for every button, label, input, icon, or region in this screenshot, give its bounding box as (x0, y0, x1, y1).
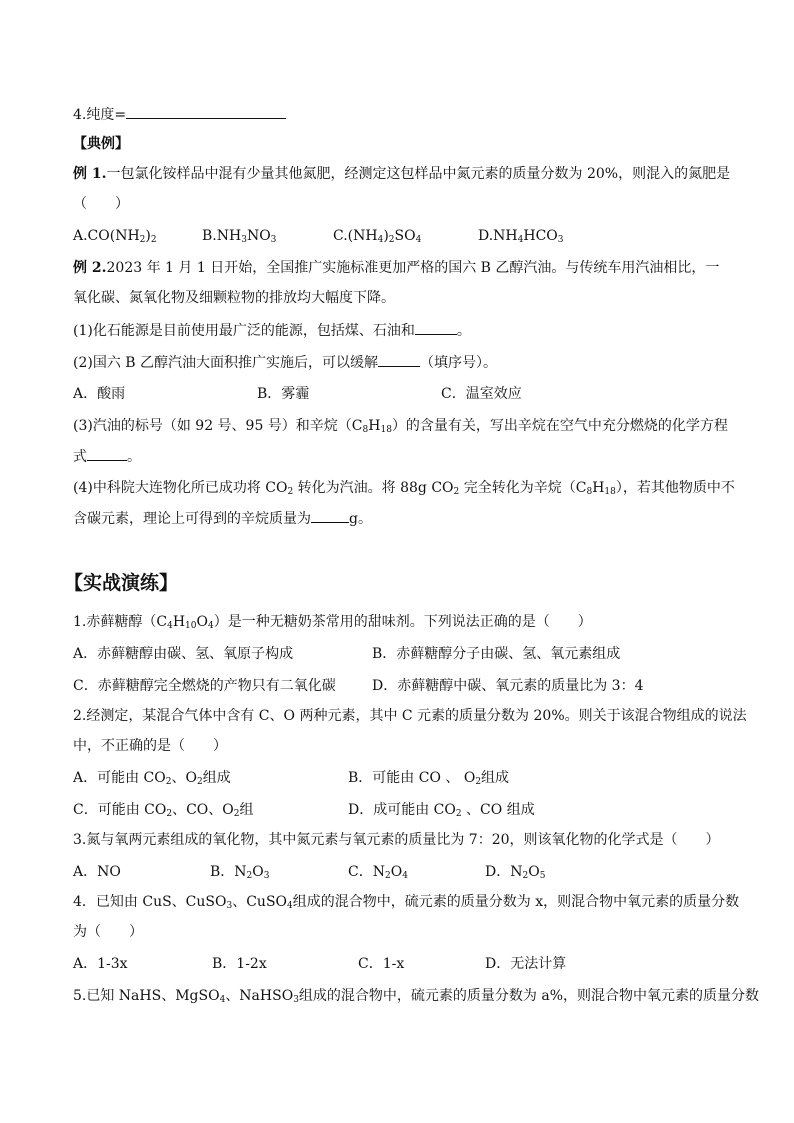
practice-2-question: 2.经测定，某混合气体中含有 C、O 两种元素，其中 C 元素的质量分数为 20%。则关于该混合物组成的说法 (73, 708, 747, 724)
practice-2-option-d: D．成可能由 $CO_2$ 、CO 组成 (348, 802, 535, 819)
practice-3-option-a: A．NO (73, 864, 121, 880)
practice-1-option-c: C．赤藓糖醇完全燃烧的产物只有二氧化碳 (73, 678, 336, 694)
example-2-q4-line-2: 含碳元素，理论上可得到的辛烷质量为 g。 (73, 508, 372, 529)
answer-blank[interactable] (126, 104, 286, 119)
practice-4-option-b: B．1-2x (212, 956, 267, 972)
practice-1-question: 1.赤藓糖醇$(C_4H_{10}O_4)$是一种无糖奶茶常用的甜味剂。下列说法正确的是（ ） (73, 614, 592, 631)
answer-blank[interactable] (415, 320, 457, 335)
practice-4-question-line-2: 为（ ） (73, 924, 143, 940)
example-2-intro-line-2: 氧化碳、氮氧化物及细颗粒物的排放均大幅度下降。 (73, 290, 395, 306)
example-2-q4: (4)中科院大连物化所已成功将 $CO_2$ 转化为汽油。将 88g $CO_2$ 完全转化为辛烷$(C_8H_{18})$，若其他物质中不 (73, 480, 735, 497)
practice-3-option-c: C．$N_2O_4$ (348, 864, 408, 881)
example-1-option-b: $B.NH_3NO_3$ (202, 228, 277, 245)
practice-4-option-a: A．1-3x (73, 956, 128, 972)
example-1-option-c: $C.(NH_4)_2SO_4$ (333, 228, 422, 245)
answer-blank[interactable] (87, 446, 127, 461)
section-practice-heading: 【实战演练】 (64, 572, 179, 594)
practice-3-option-d: D．$N_2O_5$ (485, 864, 546, 881)
answer-blank[interactable] (378, 352, 420, 367)
section-example-heading: 【典例】 (73, 136, 129, 152)
purity-line: 4.纯度= (73, 104, 286, 125)
practice-3-question: 3.氮与氧两元素组成的氧化物，其中氮元素与氧元素的质量比为 7：20，则该氧化物的化学式是（ ） (73, 832, 720, 848)
example-1-option-d: $D.NH_4HCO_3$ (478, 228, 564, 245)
practice-4-question: 4．已知由 CuS、CuSO$_3$、CuSO$_4$组成的混合物中，硫元素的质量分数为 x，则混合物中氧元素的质量分数 (73, 894, 740, 911)
practice-5-question: 5.已知 NaHS、MgSO$_4$、NaHSO$_3$组成的混合物中，硫元素的质量分数为 a%，则混合物中氧元素的质量分数 (73, 988, 760, 1005)
example-2-q3-line-2: 式 。 (73, 446, 141, 467)
practice-4-option-c: C．1-x (358, 956, 405, 972)
example-1-paren: （ ） (73, 196, 129, 212)
example-2-q3: (3)汽油的标号（如 92 号、95 号）和辛烷$(C_8H_{18})$的含量有关，写出辛烷在空气中充分燃烧的化学方程 (73, 418, 728, 435)
practice-2-option-c: C．可能由 $CO_2$、CO、$O_2$组 (73, 802, 254, 819)
example-2-q2-option-a: A．酸雨 (73, 386, 126, 402)
practice-2-option-a: A．可能由 $CO_2$、$O_2$组成 (73, 770, 231, 787)
example-2-q2-option-c: C．温室效应 (441, 386, 522, 402)
practice-4-option-d: D．无法计算 (485, 956, 567, 972)
practice-1-option-b: B．赤藓糖醇分子由碳、氢、氧元素组成 (372, 646, 621, 662)
practice-1-option-a: A．赤藓糖醇由碳、氢、氧原子构成 (73, 646, 294, 662)
example-2-q1: (1)化石能源是目前使用最广泛的能源，包括煤、石油和 。 (73, 320, 471, 341)
example-1-question: 例 1.一包氯化铵样品中混有少量其他氮肥，经测定这包样品中氮元素的质量分数为 20%，则混入的氮肥是 (73, 166, 731, 182)
example-1-option-a: $A.CO(NH_2)_2$ (73, 228, 157, 245)
example-2-q2: (2)国六 B 乙醇汽油大面积推广实施后，可以缓解 （填序号）。 (73, 352, 497, 373)
practice-2-question-line-2: 中，不正确的是（ ） (73, 738, 227, 754)
practice-3-option-b: B．$N_2O_3$ (210, 864, 270, 881)
practice-2-option-b: B．可能由 CO 、 $O_2$组成 (348, 770, 510, 787)
example-2-intro-line-1: 例 2.2023 年 1 月 1 日开始，全国推广实施标准更加严格的国六 B 乙醇汽油。与传统车用汽油相比，一 (73, 260, 720, 276)
example-2-q2-option-b: B．雾霾 (257, 386, 310, 402)
practice-1-option-d: D．赤藓糖醇中碳、氧元素的质量比为 3：4 (372, 678, 644, 694)
answer-blank[interactable] (311, 508, 349, 523)
